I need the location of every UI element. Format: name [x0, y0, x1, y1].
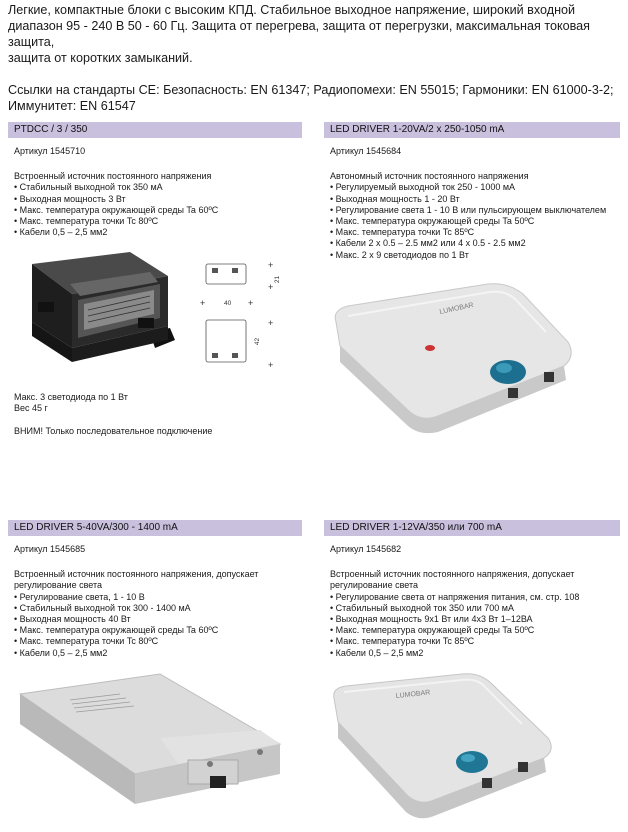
spec-item: • Регулирование света от напряжения питания, см. стр. 108 [330, 592, 622, 603]
svg-text:+: + [268, 360, 274, 370]
spec-item: • Выходная мощность 40 Вт [14, 614, 306, 625]
spec-item: • Макс. температура окружающей среды Ta 50ºC [330, 216, 622, 227]
intro-line: диапазон 95 - 240 В 50 - 60 Гц. Защита от перегрева, защита от перегрузки, максимальная токовая защита, [8, 19, 590, 49]
spec-item: • Макс. температура точки Tc 85ºC [330, 227, 622, 238]
intro-line: защита от коротких замыканий. [8, 51, 193, 65]
product-photo-led-driver-1-12va [322, 668, 572, 824]
intro-line: Ссылки на стандарты CE: Безопасность: EN 61347; Радиопомехи: EN 55015; Гармоники: EN 61000-3-2; [8, 83, 614, 97]
product-notes [14, 392, 304, 438]
dimension-height-label: 42 [254, 337, 262, 346]
svg-text:+: + [268, 260, 274, 270]
product-title-bar: LED DRIVER 1-20VA/2 x 250-1050 mA [324, 122, 620, 138]
spec-item: • Кабели 2 x 0.5 – 2.5 мм2 или 4 x 0.5 - 2.5 мм2 [330, 238, 622, 249]
spec-item: • Выходная мощность 3 Вт [14, 194, 304, 205]
dimension-width-label: 40 [224, 300, 232, 307]
intro-text [8, 2, 620, 114]
product-photo-led-driver-5-40va [10, 664, 290, 824]
svg-text:+: + [268, 318, 274, 328]
spec-item: • Регулирование света 1 - 10 В или пульсирующем выключателем [330, 205, 622, 216]
spec-item: • Макс. температура точки Tc 85ºC [330, 636, 622, 647]
spec-item: • Выходная мощность 9x1 Вт или 4x3 Вт 1–12ВА [330, 614, 622, 625]
spec-item: • Выходная мощность 1 - 20 Вт [330, 194, 622, 205]
product-spec-block [330, 544, 622, 659]
device-label: LUMOBAR [438, 301, 475, 316]
product-spec-block [330, 146, 622, 261]
spec-item: • Регулирование света, 1 - 10 В [14, 592, 306, 603]
spec-item: • Регулируемый выходной ток 250 - 1000 мА [330, 182, 622, 193]
dimension-drawing [200, 258, 290, 378]
product-photo-led-driver-1-20va [318, 276, 588, 436]
note-line: Вес 45 г [14, 403, 48, 414]
note-line: Макс. 3 светодиода по 1 Вт [14, 392, 128, 402]
spec-item: • Кабели 0,5 – 2,5 мм2 [14, 227, 304, 238]
dimension-depth-label: 21 [274, 275, 282, 284]
article-number: Артикул 1545710 [14, 146, 86, 156]
product-title-bar: PTDCC / 3 / 350 [8, 122, 302, 138]
spec-item: • Стабильный выходной ток 350 мА [14, 182, 304, 193]
article-number: Артикул 1545684 [330, 146, 402, 156]
warning-note: ВНИМ! Только последовательное подключение [14, 426, 213, 437]
spec-item: • Макс. температура точки Tc 80ºC [14, 216, 304, 227]
svg-text:+: + [248, 298, 254, 308]
product-description: Встроенный источник постоянного напряжения, допускает регулирование света [330, 569, 575, 591]
svg-text:+: + [268, 282, 274, 292]
product-title-bar: LED DRIVER 5-40VA/300 - 1400 mA [8, 520, 302, 536]
intro-line: Легкие, компактные блоки с высоким КПД. Стабильное выходное напряжение, широкий входной [8, 3, 576, 17]
product-spec-block [14, 146, 304, 238]
spec-item: • Макс. температура окружающей среды Ta 50ºC [330, 625, 622, 636]
product-description: Встроенный источник постоянного напряжения [14, 171, 212, 182]
product-description: Автономный источник постоянного напряжения [330, 171, 529, 182]
article-number: Артикул 1545682 [330, 544, 402, 554]
product-description: Встроенный источник постоянного напряжения, допускает регулирование света [14, 569, 259, 591]
spec-item: • Макс. температура окружающей среды Ta 60ºC [14, 625, 306, 636]
spec-item: • Макс. температура окружающей среды Ta 60ºC [14, 205, 304, 216]
spec-item: • Кабели 0,5 – 2,5 мм2 [14, 648, 306, 659]
spec-list [14, 182, 304, 238]
article-number: Артикул 1545685 [14, 544, 86, 554]
spec-item: • Стабильный выходной ток 300 - 1400 мА [14, 603, 306, 614]
product-photo-ptdcc [10, 244, 180, 384]
spec-list [330, 182, 622, 260]
product-title-bar: LED DRIVER 1-12VA/350 или 700 mA [324, 520, 620, 536]
spec-list [14, 592, 306, 659]
spec-item: • Стабильный выходной ток 350 или 700 мА [330, 603, 622, 614]
device-label: LUMOBAR [395, 689, 431, 700]
spec-list [330, 592, 622, 659]
spec-item: • Макс. температура точки Tc 80ºC [14, 636, 306, 647]
intro-line: Иммунитет: EN 61547 [8, 99, 136, 113]
spec-item: • Макс. 2 x 9 светодиодов по 1 Вт [330, 250, 622, 261]
svg-text:+: + [200, 298, 206, 308]
product-spec-block [14, 544, 306, 659]
spec-item: • Кабели 0,5 – 2,5 мм2 [330, 648, 622, 659]
